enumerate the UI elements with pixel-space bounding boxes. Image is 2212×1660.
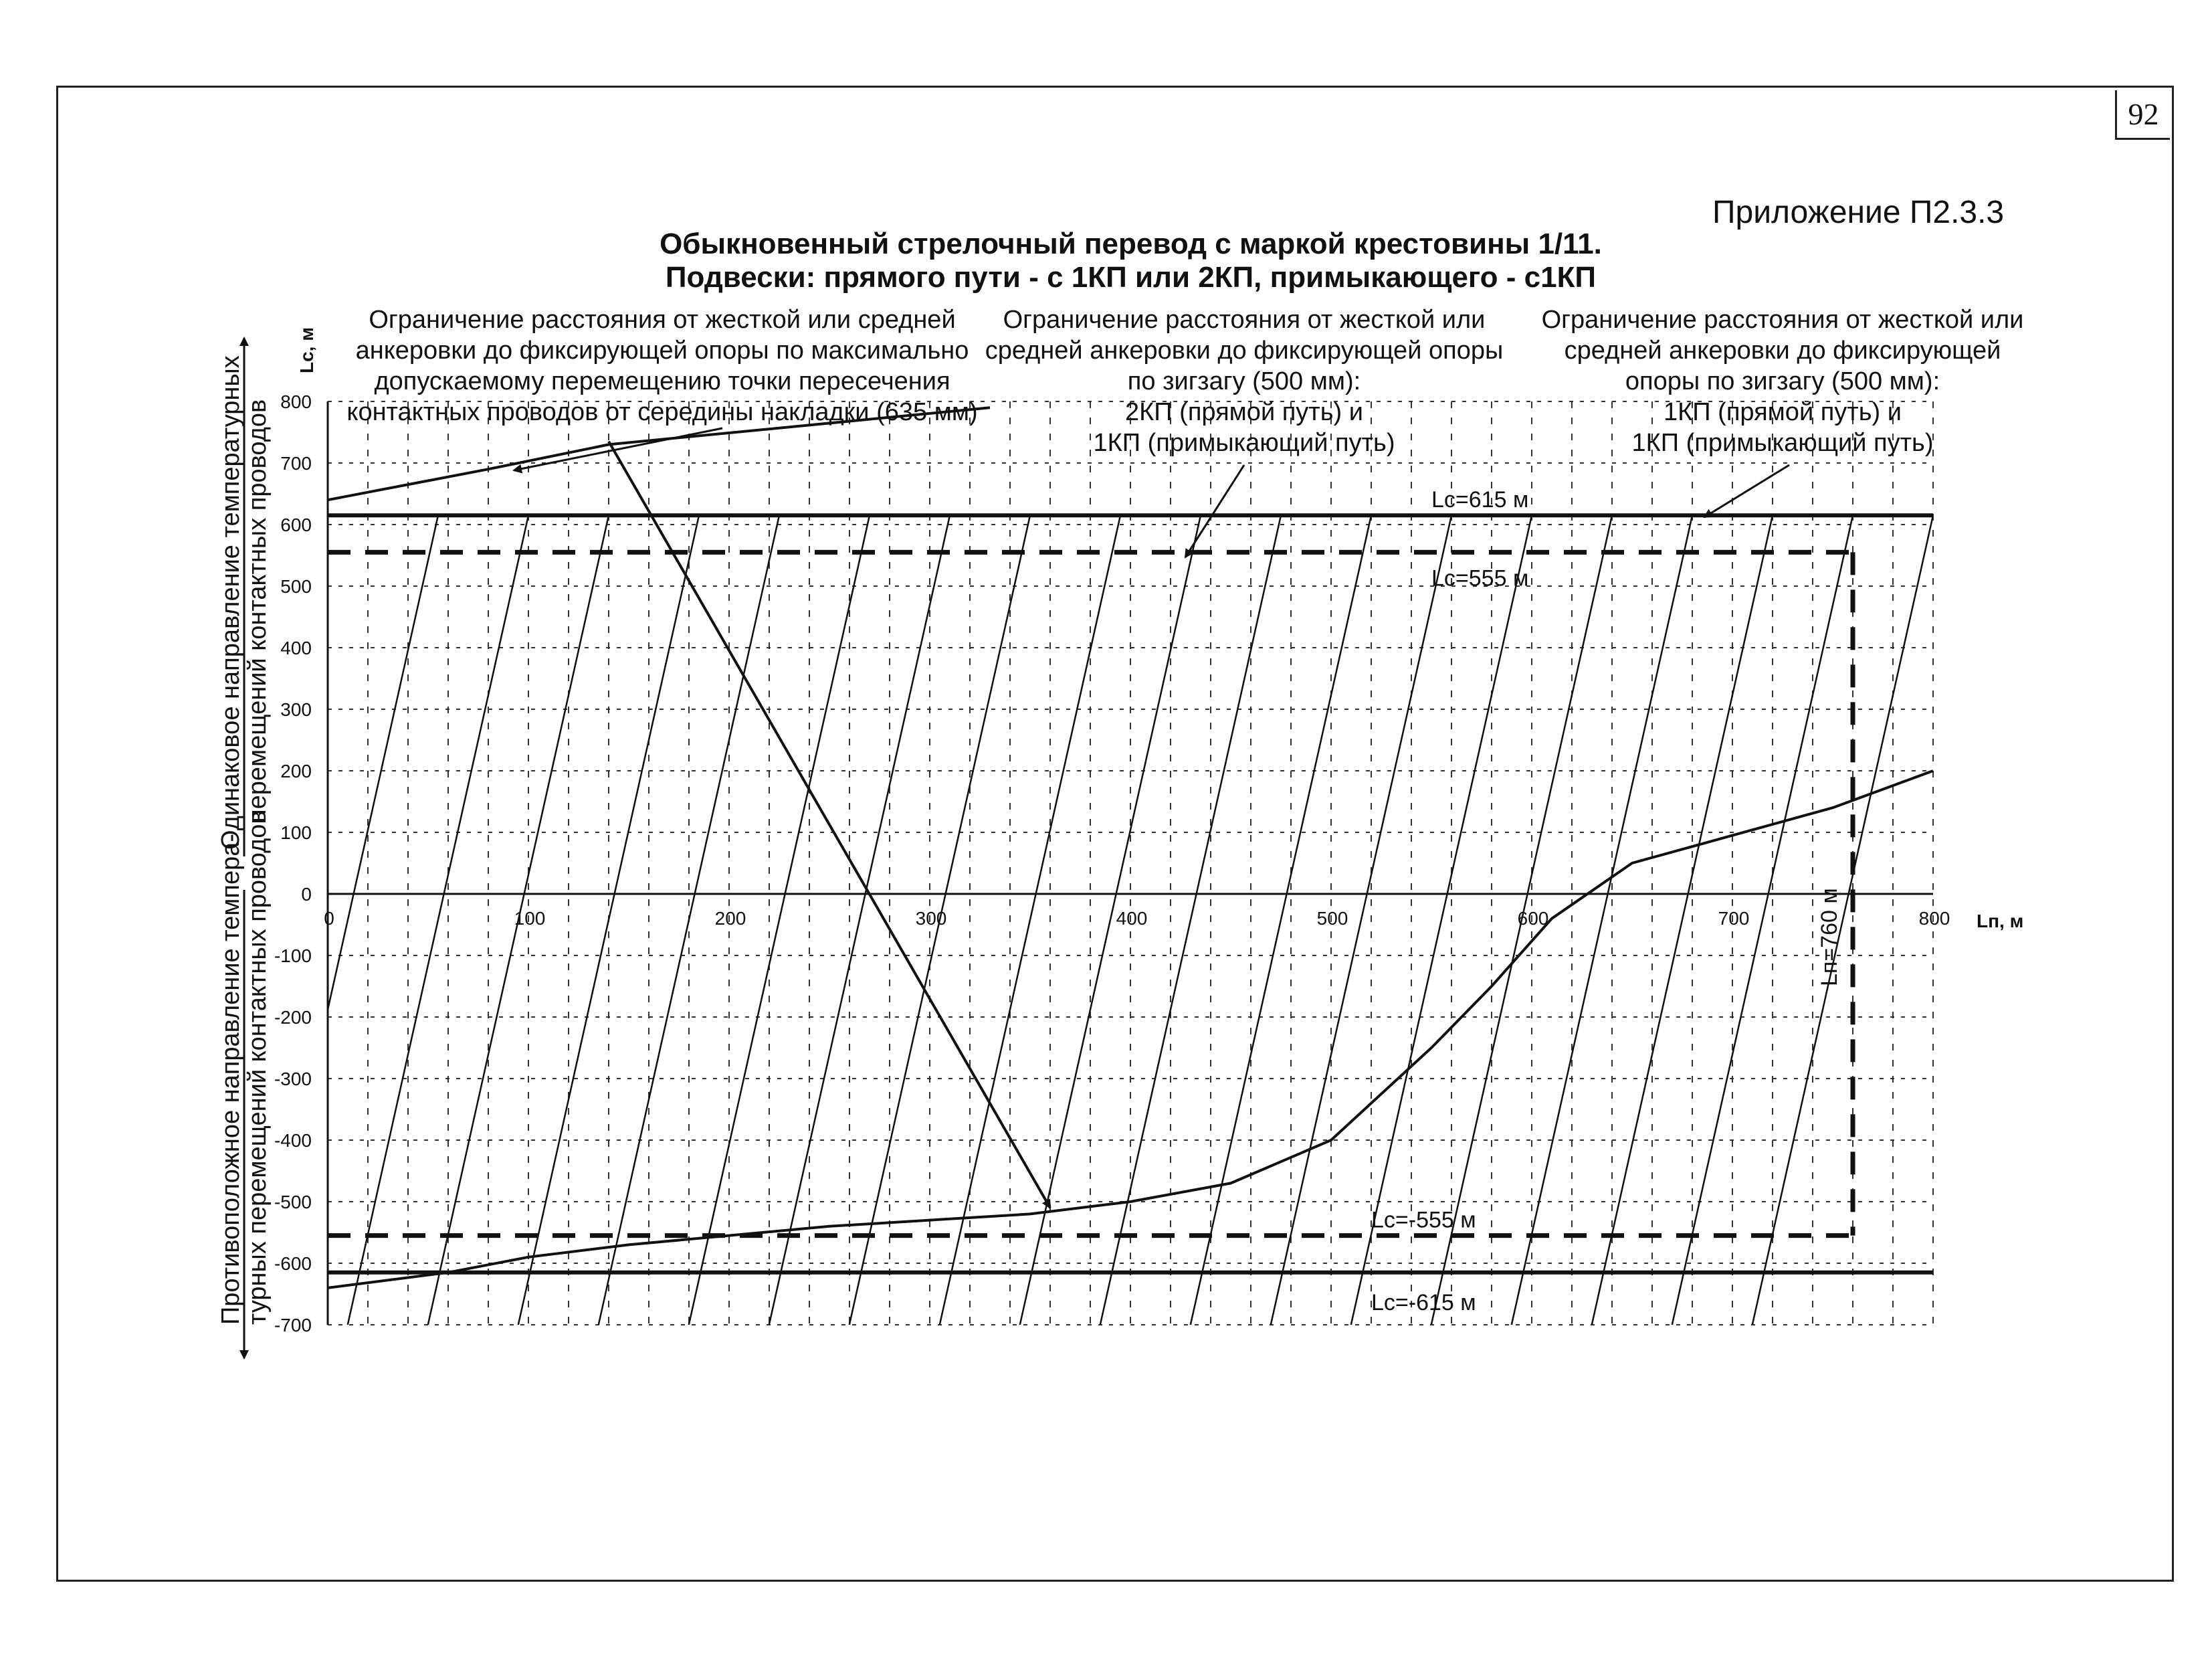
diagonal-line (1351, 515, 1532, 1325)
annotation-middle-line-5: 1КП (примыкающий путь) (1093, 429, 1395, 457)
annotation-left-line-3: допускаемому перемещению точки пересечения (374, 367, 950, 395)
reference-label: Lc=-555 м (1371, 1207, 1476, 1233)
annotation-right (1542, 306, 2024, 457)
y-tick-label: -400 (274, 1130, 312, 1151)
annotation-left-line-1: Ограничение расстояния от жесткой или средней (369, 306, 956, 334)
chart-title-line-2: Подвески: прямого пути - с 1КП или 2КП, примыкающего - с1КП (665, 261, 1597, 294)
crossing-line (609, 442, 1050, 1208)
y-tick-label: 300 (280, 699, 312, 720)
x-tick-label: 200 (714, 908, 746, 929)
y-tick-label: -500 (274, 1192, 312, 1212)
diagonal-line (1752, 515, 1933, 1325)
x-tick-label: 800 (1918, 908, 1950, 929)
annotation-right-line-1: Ограничение расстояния от жесткой или (1541, 306, 2024, 334)
annotation-middle-line-2: средней анкеровки до фиксирующей опоры (985, 337, 1504, 365)
diagonal-line (599, 515, 779, 1325)
y-tick-label: -300 (274, 1069, 312, 1089)
y-tick-label: -700 (274, 1315, 312, 1335)
annotation-right-line-4: 1КП (прямой путь) и (1664, 398, 1902, 426)
y-tick-label: -600 (274, 1253, 312, 1274)
annotation-right-line-2: средней анкеровки до фиксирующей (1564, 337, 2001, 365)
y-tick-label: 400 (280, 638, 312, 658)
x-tick-label: 0 (324, 908, 334, 929)
x-tick-label: 100 (514, 908, 546, 929)
diagonal-line (348, 515, 528, 1325)
annotation-middle-line-3: по зигзагу (500 мм): (1127, 367, 1361, 395)
x-tick-label: 400 (1116, 908, 1148, 929)
side-label-upper-1: Одинаковое направление температурных (217, 355, 245, 850)
reference-label: Lc=555 м (1431, 565, 1529, 591)
reference-label: Lc=615 м (1431, 487, 1529, 513)
y-tick-label: 800 (280, 391, 312, 412)
annotation-left-line-2: анкеровки до фиксирующей опоры по максимально (355, 337, 969, 365)
side-label-lower-1: Противоположное направление темпера- (217, 833, 245, 1325)
reference-label: Lc=-615 м (1371, 1289, 1476, 1315)
pointer-arrow-right (1704, 465, 1789, 517)
x-tick-label: 500 (1316, 908, 1348, 929)
annotation-left-line-4: контактных проводов от середины накладки (635 мм) (346, 398, 978, 426)
annotation-right-line-5: 1КП (примыкающий путь) (1631, 429, 1934, 457)
y-tick-label: 700 (280, 453, 312, 474)
y-tick-label: 500 (280, 576, 312, 597)
y-tick-label: 600 (280, 515, 312, 535)
annotation-middle-line-1: Ограничение расстояния от жесткой или (1003, 306, 1486, 334)
annotation-middle (985, 306, 1504, 457)
chart-title-line-1: Обыкновенный стрелочный перевод с маркой крестовины 1/11. (660, 227, 1602, 260)
x-tick-label: 300 (915, 908, 947, 929)
y-tick-label: -200 (274, 1007, 312, 1028)
diagonal-lines (258, 515, 1933, 1325)
y-tick-label: 0 (301, 884, 312, 905)
annotation-middle-line-4: 2КП (прямой путь) и (1125, 398, 1363, 426)
x-tick-label: 700 (1718, 908, 1750, 929)
series-lines (328, 407, 1933, 1288)
y-tick-label: -100 (274, 945, 312, 966)
x-tick-label: 600 (1517, 908, 1549, 929)
diagonal-line (940, 515, 1120, 1325)
side-label-upper-2: перемещений контактных проводов (243, 399, 272, 823)
page-number: 92 (2115, 90, 2170, 140)
y-tick-label: 100 (280, 822, 312, 843)
pointer-arrow-left (514, 428, 722, 470)
annotation-left (346, 306, 977, 426)
pointer-arrow-middle (1185, 465, 1244, 557)
y-tick-label: 200 (280, 761, 312, 781)
reference-label: Lп=760 м (1817, 888, 1842, 986)
side-label-lower-2: турных перемещений контактных проводов (243, 810, 272, 1325)
x-axis-label: Lп, м (1977, 911, 2024, 931)
diagonal-line (1271, 515, 1451, 1325)
annotation-right-line-3: опоры по зигзагу (500 мм): (1625, 367, 1940, 395)
tick-labels (274, 391, 1950, 1335)
y-axis-label: Lс, м (296, 327, 317, 373)
appendix-label: Приложение П2.3.3 (1712, 195, 2005, 230)
